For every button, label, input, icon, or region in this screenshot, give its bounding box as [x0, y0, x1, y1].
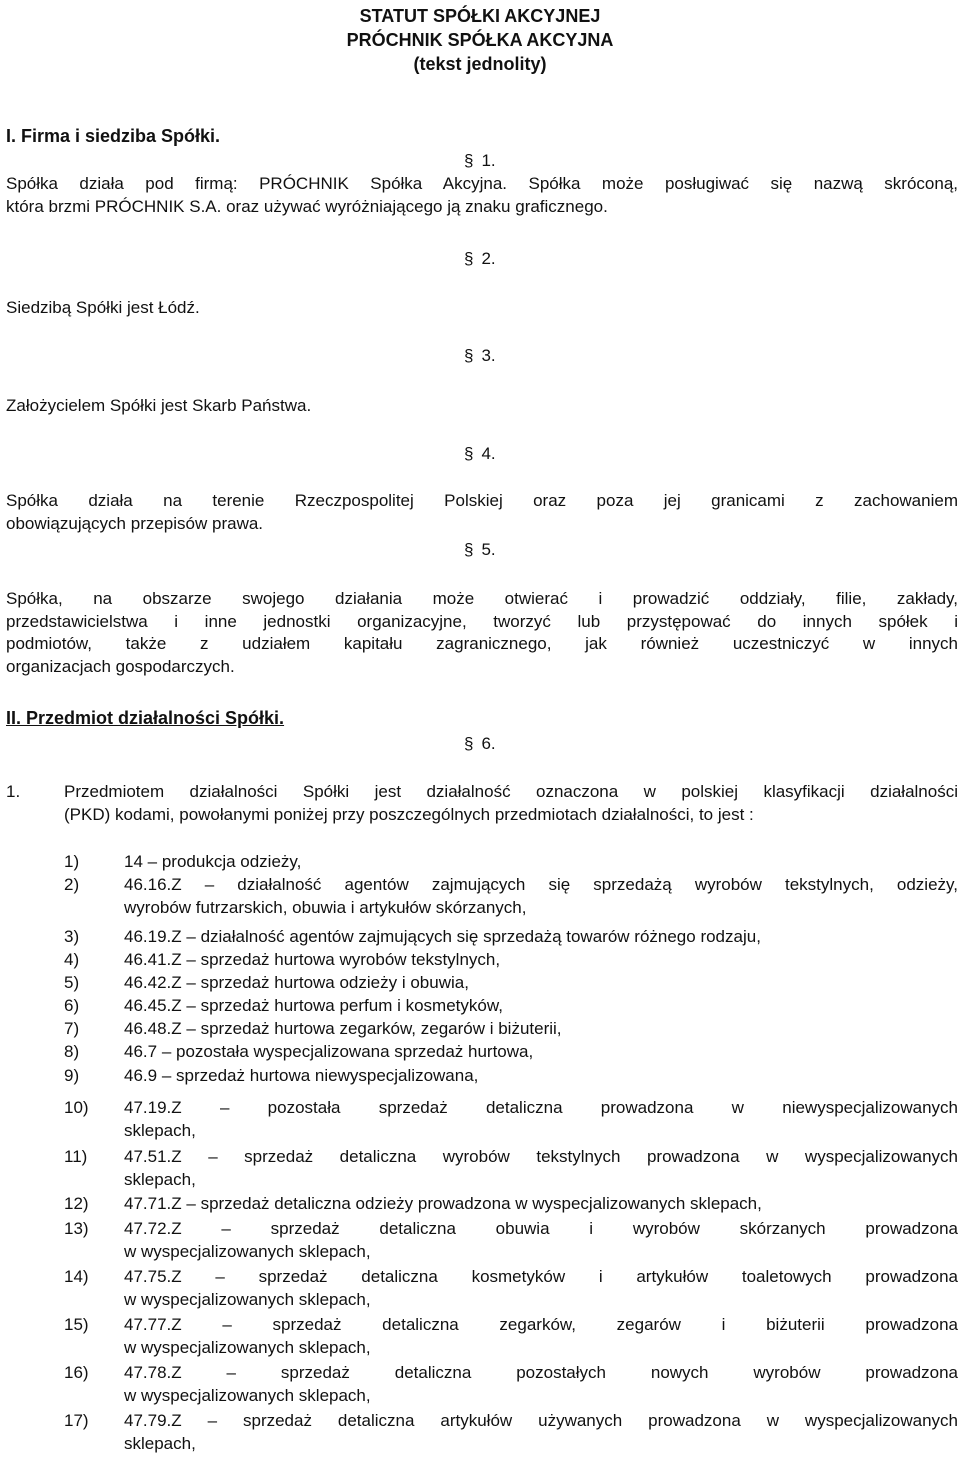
paragraph-sign: §: [464, 151, 474, 170]
pkd-item-number: 15): [64, 1315, 89, 1334]
pkd-item-continuation: sklepach,: [124, 1434, 196, 1453]
paragraph-number: 3.: [481, 346, 496, 365]
pkd-description: – sprzedaż detaliczna artykułów używanych prowadzona w wyspecjalizowanych: [207, 1411, 958, 1430]
pkd-item-continuation: sklepach,: [124, 1170, 196, 1189]
paragraph-6-marker: [464, 733, 496, 755]
section-1-heading: I. Firma i siedziba Spółki.: [6, 126, 221, 146]
doc-title-subtitle: (tekst jednolity): [413, 54, 547, 74]
section-2-heading: II. Przedmiot działalności Spółki.: [6, 708, 285, 728]
pkd-item-number: 7): [64, 1019, 80, 1038]
paragraph-5-line: organizacjach gospodarczych.: [6, 656, 235, 676]
pkd-item-line: [124, 1097, 958, 1120]
pkd-code: 46.45.Z: [124, 996, 182, 1015]
pkd-code: 47.79.Z: [124, 1411, 182, 1430]
pkd-item-line: [124, 874, 958, 897]
intro-line: (PKD) kodami, powołanymi poniżej przy poszczególnych przedmiotach działalności, to jest :: [64, 804, 754, 824]
paragraph-number: 4.: [481, 444, 496, 463]
pkd-code: 46.9: [124, 1066, 158, 1085]
paragraph-5-line: podmiotów, także z udziałem kapitału zagranicznego, jak również uczestniczyć w innych: [6, 634, 958, 654]
paragraph-4-line: Spółka działa na terenie Rzeczpospolitej Polskiej oraz poza jej granicami z zachowaniem: [6, 491, 958, 510]
pkd-description: – pozostała sprzedaż detaliczna prowadzona w niewyspecjalizowanych: [219, 1098, 958, 1117]
paragraph-1-line: która brzmi PRÓCHNIK S.A. oraz używać wyróżniającego ją znaku graficznego.: [6, 196, 608, 216]
pkd-item-line: [124, 1065, 958, 1088]
pkd-code: 47.75.Z: [124, 1267, 182, 1286]
pkd-description: – pozostała wyspecjalizowana sprzedaż hurtowa,: [161, 1042, 534, 1061]
paragraph-1-line: Spółka działa pod firmą: PRÓCHNIK Spółka Akcyjna. Spółka może posługiwać się nazwą skróconą,: [6, 174, 958, 193]
paragraph-sign: §: [464, 734, 474, 753]
pkd-description: – sprzedaż detaliczna odzieży prowadzona w wyspecjalizowanych sklepach,: [186, 1194, 762, 1213]
pkd-description: – sprzedaż detaliczna pozostałych nowych wyrobów prowadzona: [226, 1363, 958, 1382]
paragraph-3-text: Założycielem Spółki jest Skarb Państwa.: [6, 396, 312, 415]
pkd-code: 46.42.Z: [124, 973, 182, 992]
pkd-description: – sprzedaż detaliczna zegarków, zegarów i biżuterii prowadzona: [222, 1315, 958, 1334]
pkd-item-number: 4): [64, 950, 80, 969]
pkd-code: 47.77.Z: [124, 1315, 182, 1334]
pkd-item-number: 8): [64, 1042, 80, 1061]
pkd-item-line: [124, 1146, 958, 1169]
pkd-item-continuation: w wyspecjalizowanych sklepach,: [124, 1290, 371, 1309]
pkd-item-continuation: sklepach,: [124, 1121, 196, 1140]
paragraph-sign: §: [464, 444, 474, 463]
pkd-code: 46.19.Z: [124, 927, 182, 946]
paragraph-number: 1.: [481, 151, 496, 170]
pkd-description: – sprzedaż hurtowa niewyspecjalizowana,: [161, 1066, 479, 1085]
paragraph-sign: §: [464, 249, 474, 268]
paragraph-5-line: przedstawicielstwa i inne jednostki organizacyjne, tworzyć lub przystępować do innych spółek i: [6, 611, 958, 631]
paragraph-number: 5.: [481, 540, 496, 559]
paragraph-2-text: Siedzibą Spółki jest Łódź.: [6, 298, 200, 317]
paragraph-2-marker: [464, 248, 496, 270]
pkd-description: – działalność agentów zajmujących się sprzedażą wyrobów tekstylnych, odzieży,: [204, 875, 958, 894]
doc-title-line1: STATUT SPÓŁKI AKCYJNEJ: [359, 6, 601, 26]
pkd-item-number: 16): [64, 1363, 89, 1382]
pkd-item-number: 6): [64, 996, 80, 1015]
pkd-item-continuation: w wyspecjalizowanych sklepach,: [124, 1338, 371, 1357]
pkd-item-line: [124, 1018, 958, 1041]
pkd-item-line: [124, 1218, 958, 1241]
pkd-code: 46.48.Z: [124, 1019, 182, 1038]
paragraph-5-text: [6, 588, 958, 678]
intro-text: [64, 781, 958, 826]
pkd-code: 47.51.Z: [124, 1147, 182, 1166]
pkd-code: 47.72.Z: [124, 1219, 182, 1238]
pkd-item-line: [124, 926, 958, 949]
pkd-item-number: 10): [64, 1098, 89, 1117]
pkd-item-number: 9): [64, 1066, 80, 1085]
paragraph-3-marker: [464, 345, 496, 367]
pkd-code: 46.7: [124, 1042, 158, 1061]
paragraph-5-line: Spółka, na obszarze swojego działania może otwierać i prowadzić oddziały, filie, zakłady,: [6, 589, 958, 608]
pkd-description: – sprzedaż detaliczna kosmetyków i artykułów toaletowych prowadzona: [215, 1267, 958, 1286]
pkd-code: 47.78.Z: [124, 1363, 182, 1382]
pkd-item-number: 1): [64, 852, 80, 871]
pkd-description: – sprzedaż hurtowa perfum i kosmetyków,: [186, 996, 503, 1015]
paragraph-1-marker: [464, 150, 496, 172]
paragraph-number: 2.: [481, 249, 496, 268]
paragraph-1-text: [6, 173, 958, 218]
pkd-item-number: 17): [64, 1411, 89, 1430]
paragraph-number: 6.: [481, 734, 496, 753]
pkd-item-line: [124, 1041, 958, 1064]
pkd-code: 46.41.Z: [124, 950, 182, 969]
paragraph-4-text: [6, 490, 958, 535]
pkd-code: 47.71.Z: [124, 1194, 182, 1213]
paragraph-4-marker: [464, 443, 496, 465]
pkd-item-line: [124, 1266, 958, 1289]
pkd-description: – sprzedaż detaliczna obuwia i wyrobów skórzanych prowadzona: [221, 1219, 958, 1238]
paragraph-sign: §: [464, 540, 474, 559]
pkd-item-line: [124, 1193, 958, 1216]
pkd-item-continuation: w wyspecjalizowanych sklepach,: [124, 1386, 371, 1405]
pkd-item-continuation: w wyspecjalizowanych sklepach,: [124, 1242, 371, 1261]
pkd-code: 14: [124, 852, 143, 871]
pkd-item-line: [124, 1362, 958, 1385]
paragraph-5-marker: [464, 539, 496, 561]
doc-title-line2: PRÓCHNIK SPÓŁKA AKCYJNA: [346, 30, 614, 50]
pkd-item-line: [124, 949, 958, 972]
intro-line: Przedmiotem działalności Spółki jest działalność oznaczona w polskiej klasyfikacji działalności: [64, 782, 958, 801]
pkd-item-number: 2): [64, 875, 80, 894]
pkd-item-line: [124, 995, 958, 1018]
pkd-description: – sprzedaż hurtowa odzieży i obuwia,: [186, 973, 469, 992]
paragraph-4-line: obowiązujących przepisów prawa.: [6, 513, 264, 533]
pkd-item-number: 14): [64, 1267, 89, 1286]
pkd-description: – sprzedaż detaliczna wyrobów tekstylnych prowadzona w wyspecjalizowanych: [208, 1147, 958, 1166]
pkd-item-line: [124, 1410, 958, 1433]
pkd-item-number: 5): [64, 973, 80, 992]
pkd-code: 47.19.Z: [124, 1098, 182, 1117]
pkd-item-number: 12): [64, 1194, 89, 1213]
pkd-description: – produkcja odzieży,: [147, 852, 302, 871]
intro-number: 1.: [6, 782, 21, 801]
pkd-item-number: 11): [64, 1147, 88, 1166]
pkd-item-line: [124, 972, 958, 995]
pkd-item-line: [124, 851, 958, 874]
paragraph-sign: §: [464, 346, 474, 365]
pkd-item-line: [124, 1314, 958, 1337]
pkd-item-number: 13): [64, 1219, 89, 1238]
pkd-item-number: 3): [64, 927, 80, 946]
pkd-description: – sprzedaż hurtowa wyrobów tekstylnych,: [186, 950, 501, 969]
pkd-code: 46.16.Z: [124, 875, 182, 894]
pkd-item-continuation: wyrobów futrzarskich, obuwia i artykułów skórzanych,: [124, 898, 527, 917]
pkd-description: – działalność agentów zajmujących się sprzedażą towarów różnego rodzaju,: [186, 927, 761, 946]
pkd-description: – sprzedaż hurtowa zegarków, zegarów i biżuterii,: [186, 1019, 562, 1038]
